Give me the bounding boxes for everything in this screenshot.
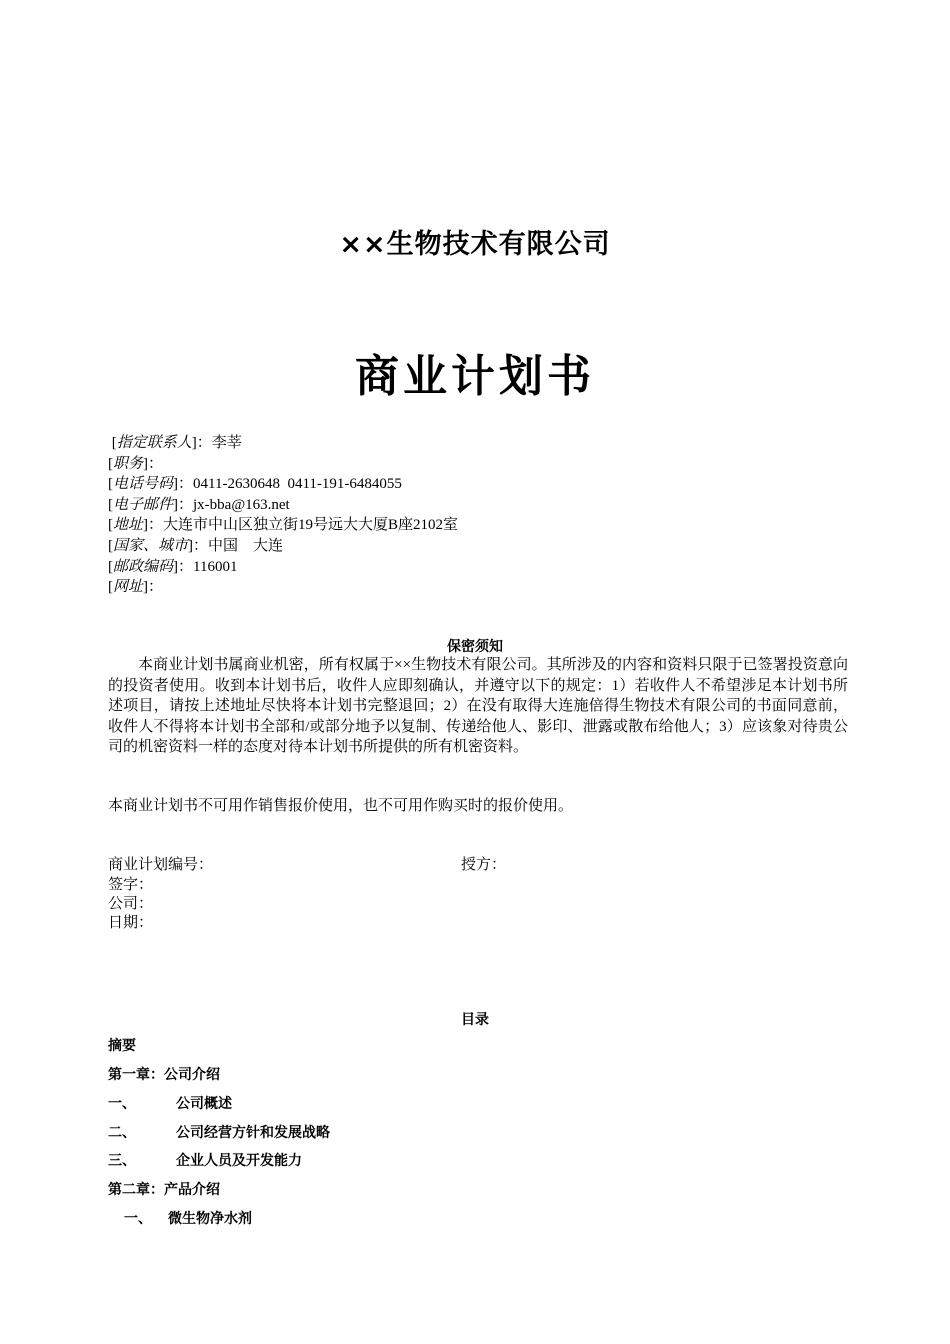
contact-value: 中国 大连: [208, 537, 284, 554]
contact-label: 职务: [113, 455, 144, 472]
toc-item[interactable]: [124, 1209, 252, 1229]
toc-item-number: 三、: [108, 1153, 136, 1169]
toc-item-number: 一、: [124, 1211, 152, 1227]
toc-item[interactable]: [108, 1180, 220, 1200]
contact-line-phone: [电话号码]：0411-2630648 0411-191-6484055: [108, 476, 402, 493]
toc-item[interactable]: [108, 1094, 232, 1114]
contact-label: 电子邮件: [113, 496, 174, 513]
signature-label: 签字：: [108, 877, 154, 893]
toc-item-text: 公司经营方针和发展战略: [176, 1125, 330, 1141]
toc-item-text: 第二章：产品介绍: [108, 1182, 220, 1198]
contact-value: 116001: [193, 558, 238, 575]
contact-line-website: [网址]：: [108, 579, 164, 596]
contact-label: 网址: [113, 579, 144, 596]
toc-item-number: 一、: [108, 1096, 136, 1112]
document-title: 商业计划书: [355, 351, 595, 402]
date-label: 日期：: [108, 915, 154, 931]
contact-line-address: [地址]：大连市中山区独立街19号远大大厦B座2102室: [108, 517, 459, 534]
contact-line-position: [职务]：: [108, 455, 164, 472]
toc-item-number: 二、: [108, 1125, 136, 1141]
pricing-notice: 本商业计划书不可用作销售报价使用，也不可用作购买时的报价使用。: [108, 798, 574, 814]
contact-value: 大连市中山区独立街19号远大大厦B座2102室: [163, 517, 459, 534]
plan-number-label: 商业计划编号：: [108, 857, 214, 873]
toc-item-text: 企业人员及开发能力: [176, 1153, 302, 1169]
contact-value: jx-bba@163.net: [193, 496, 290, 513]
contact-label: 邮政编码: [113, 558, 174, 575]
contact-block: [108, 433, 848, 598]
contact-line-person: [指定联系人]：李莘: [108, 435, 242, 451]
toc-item[interactable]: [108, 1036, 136, 1056]
toc-item-text: 摘要: [108, 1038, 136, 1054]
contact-line-country-city: [国家、城市]：中国 大连: [108, 537, 284, 554]
contact-value: 0411-2630648 0411-191-6484055: [193, 476, 402, 493]
company-name: ××生物技术有限公司: [339, 229, 611, 260]
contact-label: 国家、城市: [113, 537, 189, 554]
grantee-label: 授方：: [461, 857, 507, 873]
toc-heading: 目录: [461, 1012, 489, 1028]
toc-item-text: 公司概述: [176, 1096, 232, 1112]
toc-item[interactable]: [108, 1065, 220, 1085]
toc-item[interactable]: [108, 1123, 330, 1143]
contact-value: 李莘: [211, 435, 242, 451]
toc-item[interactable]: [108, 1151, 302, 1171]
confidentiality-heading: 保密须知: [447, 639, 503, 655]
contact-label: 地址: [113, 517, 144, 534]
confidentiality-body: 本商业计划书属商业机密，所有权属于××生物技术有限公司。其所涉及的内容和资料只限于已签署投资意向的投资者使用。收到本计划书后，收件人应即刻确认，并遵守以下的规定：1）若收件人不希望涉足本计划书所述项目，请按上述地址尽快将本计划书完整退回；2）在没有取得大连施倍得生物技术有限公司的书面同意前，收件人不得将本计划书全部和/或部分地予以复制、传递给他人、影印、泄露或散布给他人；3）应该象对待贵公司的机密资料一样的态度对待本计划书所提供的所有机密资料。: [108, 657, 848, 756]
contact-label: 电话号码: [113, 476, 174, 493]
company-label: 公司：: [108, 896, 154, 912]
contact-line-email: [电子邮件]：jx-bba@163.net: [108, 496, 290, 513]
toc-item-text: 微生物净水剂: [168, 1211, 252, 1227]
toc-item-text: 第一章：公司介绍: [108, 1067, 220, 1083]
contact-label: 指定联系人: [116, 435, 192, 451]
contact-line-postcode: [邮政编码]：116001: [108, 558, 238, 575]
